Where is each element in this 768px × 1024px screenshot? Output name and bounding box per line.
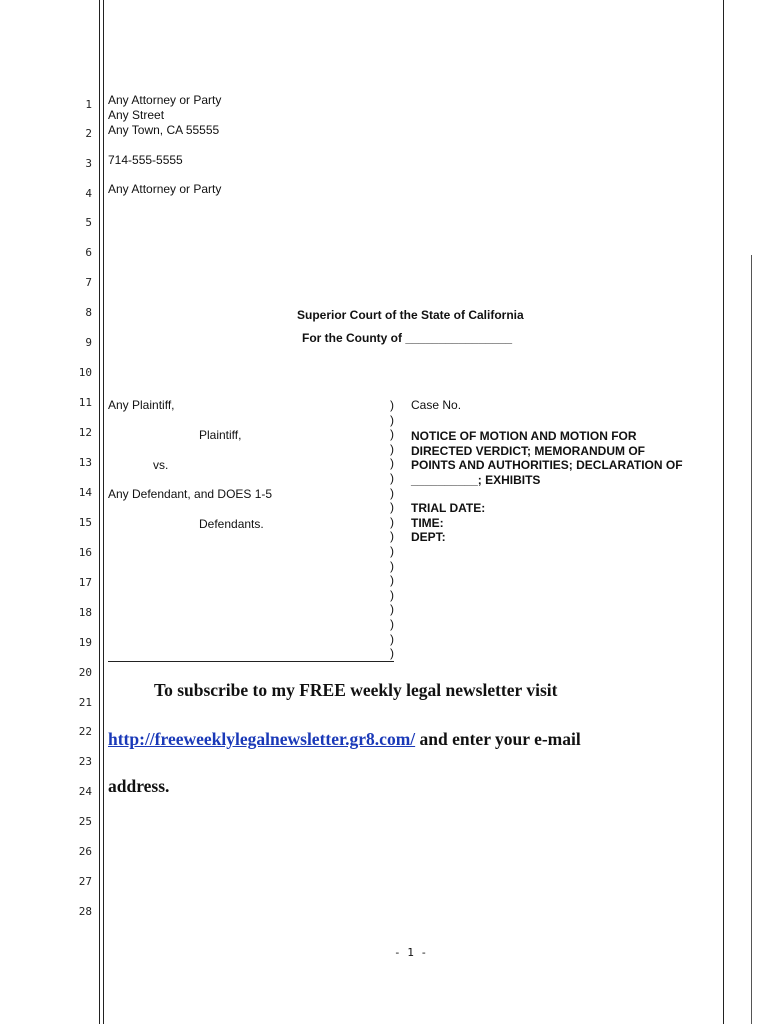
line-number: 13 [78,456,92,469]
title-line: __________; EXHIBITS [411,472,541,487]
trial-date-label: TRIAL DATE: [411,501,486,515]
line-number: 20 [78,666,92,679]
caption-paren: ) [390,514,394,529]
versus: vs. [153,458,169,472]
line-number: 1 [85,98,92,111]
caption-paren: ) [390,485,394,500]
caption-paren: ) [390,441,394,456]
caption-paren: ) [390,470,394,485]
caption-bottom-line [108,661,394,662]
newsletter-text-end: address. [108,776,170,796]
title-line: POINTS AND AUTHORITIES; DECLARATION OF [411,458,683,473]
attorney-for: Any Attorney or Party [108,182,222,196]
caption-paren: ) [390,398,394,412]
line-number: 19 [78,636,92,649]
line-number: 28 [78,905,92,918]
caption-paren: ) [390,646,394,661]
line-number: 6 [85,246,92,259]
left-margin-rule-inner [103,0,104,1024]
line-number: 22 [78,725,92,738]
line-number: 12 [78,426,92,439]
caption-paren: ) [390,616,394,631]
court-county: For the County of ________________ [302,331,513,345]
title-line: NOTICE OF MOTION AND MOTION FOR [411,429,637,443]
trial-time-label: TIME: [411,515,444,530]
caption-paren: ) [390,456,394,471]
line-number: 5 [85,216,92,229]
plaintiff-role: Plaintiff, [199,428,242,442]
newsletter-link[interactable]: http://freeweeklylegalnewsletter.gr8.com/ [108,729,416,749]
line-number: 25 [78,815,92,828]
line-number: 3 [85,157,92,170]
line-number: 2 [85,127,92,140]
newsletter-link-line [108,729,581,750]
page-number: - 1 - [394,946,428,959]
line-number: 4 [85,187,92,200]
plaintiff-name: Any Plaintiff, [108,398,175,412]
caption-paren: ) [390,412,394,427]
caption-paren: ) [390,558,394,573]
line-number: 26 [78,845,92,858]
line-number: 18 [78,606,92,619]
defendant-role: Defendants. [199,517,264,531]
caption-paren: ) [390,543,394,558]
line-number: 10 [78,366,92,379]
line-number: 27 [78,875,92,888]
trial-info [411,501,485,545]
line-number: 14 [78,486,92,499]
attorney-phone: 714-555-5555 [108,153,183,167]
line-number: 15 [78,516,92,529]
caption-parentheses [390,398,400,661]
caption-paren: ) [390,573,394,588]
line-number: 16 [78,546,92,559]
caption-paren: ) [390,529,394,544]
line-number: 8 [85,306,92,319]
line-number: 7 [85,276,92,289]
document-title [411,429,683,487]
title-line: DIRECTED VERDICT; MEMORANDUM OF [411,443,645,458]
caption-paren: ) [390,587,394,602]
line-number: 9 [85,336,92,349]
attorney-city: Any Town, CA 55555 [108,123,220,137]
attorney-street: Any Street [108,108,165,122]
line-number: 23 [78,755,92,768]
page-edge [751,255,752,1024]
line-number: 17 [78,576,92,589]
court-name: Superior Court of the State of California [297,308,524,322]
caption-paren: ) [390,602,394,617]
line-number: 11 [78,396,92,409]
newsletter-text-cont: and enter your e-mail [415,729,581,749]
caption-paren: ) [390,631,394,646]
caption-paren: ) [390,500,394,515]
left-margin-rule [99,0,100,1024]
trial-dept-label: DEPT: [411,530,446,545]
line-number: 21 [78,696,92,709]
caption-paren: ) [390,427,394,442]
case-number-label: Case No. [411,398,462,412]
attorney-name: Any Attorney or Party [108,93,222,107]
right-margin-rule [723,0,724,1024]
defendant-name: Any Defendant, and DOES 1-5 [108,487,273,501]
newsletter-text: To subscribe to my FREE weekly legal newsletter visit [154,680,558,700]
line-number: 24 [78,785,92,798]
